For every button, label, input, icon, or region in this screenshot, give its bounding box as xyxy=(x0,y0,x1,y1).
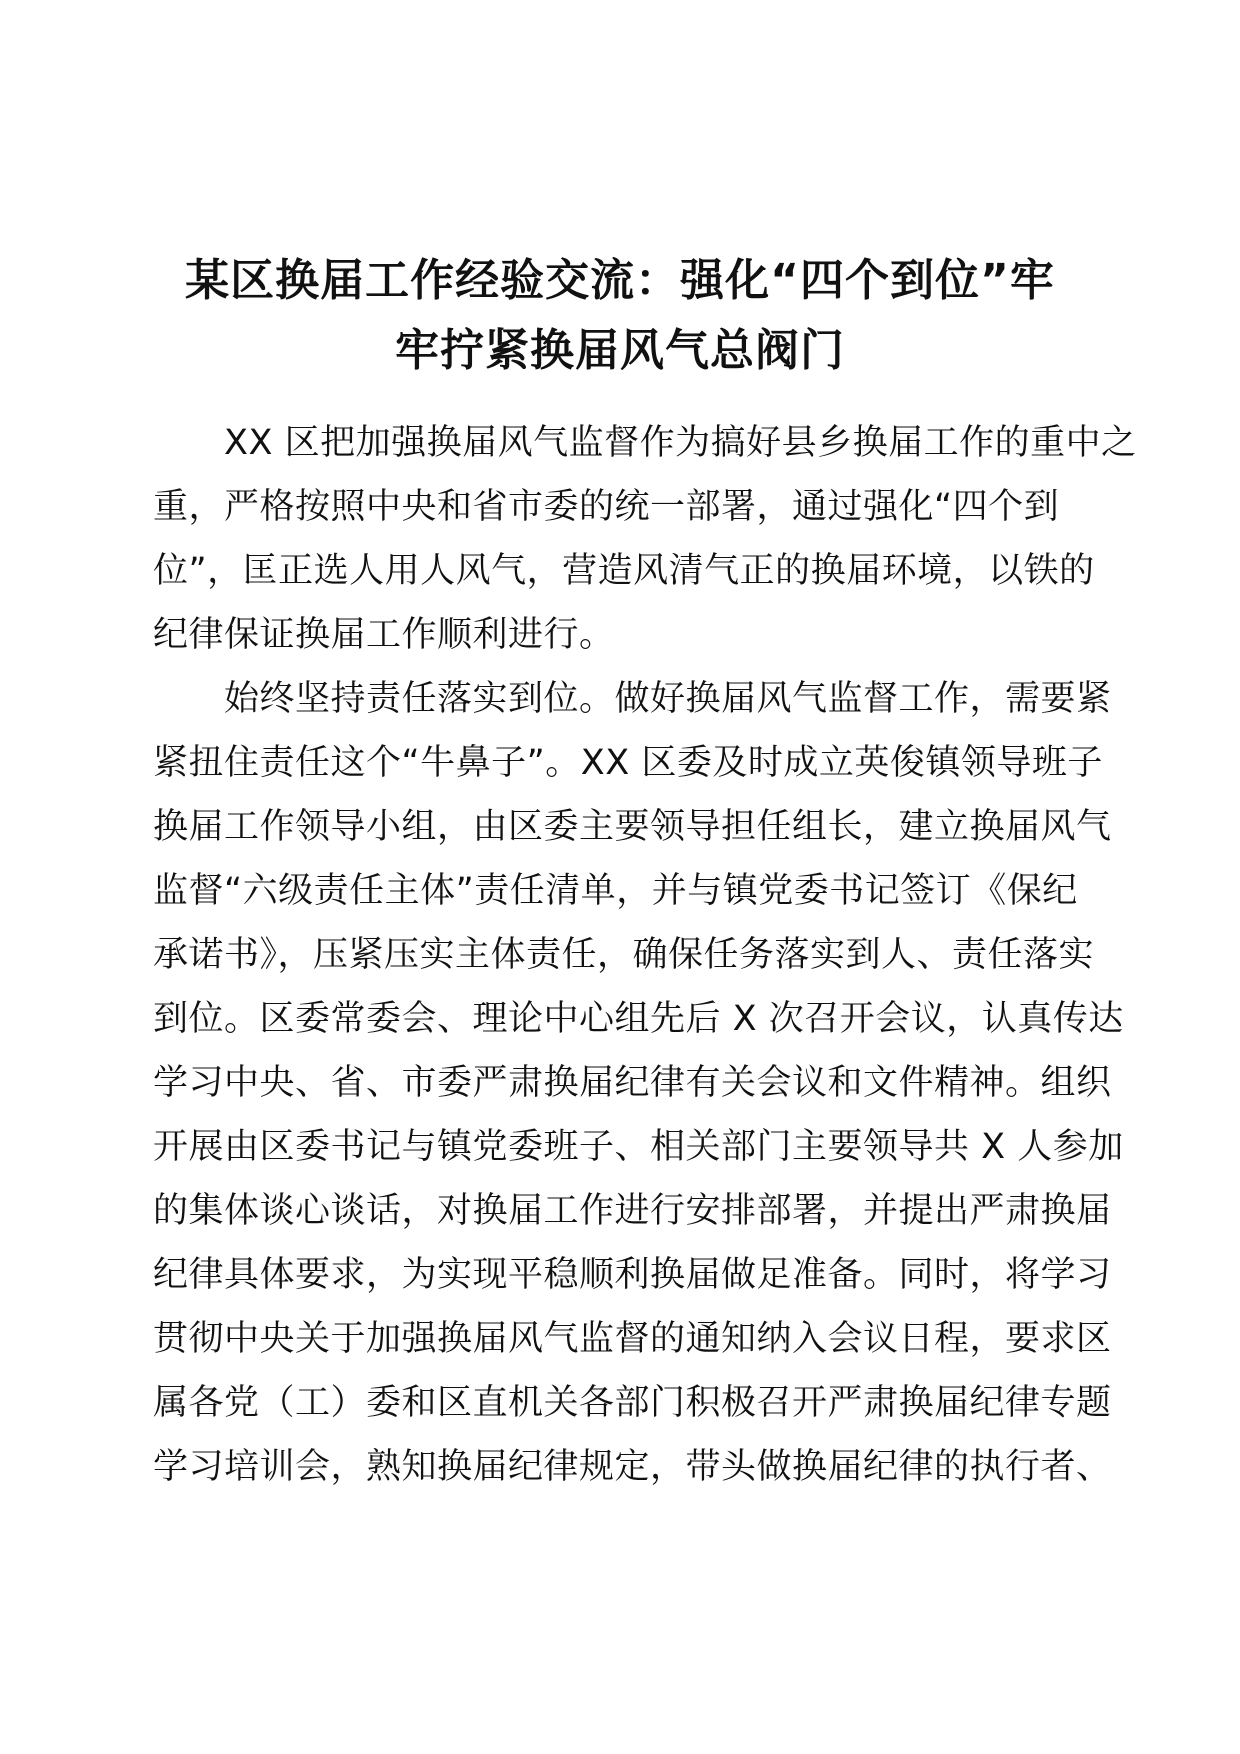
paragraph-2-line-6: 到位。区委常委会、理论中心组先后 X 次召开会议，认真传达 xyxy=(153,999,1124,1039)
document-title xyxy=(150,246,1090,386)
document-body xyxy=(153,411,1137,1499)
paragraph-2-line-8: 开展由区委书记与镇党委班子、相关部门主要领导共 X 人参加 xyxy=(153,1127,1124,1167)
paragraph-2-line-7: 学习中央、省、市委严肃换届纪律有关会议和文件精神。组织 xyxy=(153,1063,1112,1103)
title-line-2: 牢拧紧换届风气总阀门 xyxy=(395,325,845,376)
paragraph-2-line-11: 贯彻中央关于加强换届风气监督的通知纳入会议日程，要求区 xyxy=(153,1319,1112,1359)
title-line-1: 某区换届工作经验交流：强化“四个到位”牢 xyxy=(185,255,1055,306)
paragraph-1-line-3: 位”，匡正选人用人风气，营造风清气正的换届环境，以铁的 xyxy=(153,551,1095,591)
paragraph-1-line-1: XX 区把加强换届风气监督作为搞好县乡换届工作的重中之 xyxy=(153,423,1137,463)
paragraph-2-line-12: 属各党（工）委和区直机关各部门积极召开严肃换届纪律专题 xyxy=(153,1383,1112,1423)
paragraph-2-line-5: 承诺书》，压紧压实主体责任，确保任务落实到人、责任落实 xyxy=(153,935,1095,975)
paragraph-2-line-4: 监督“六级责任主体”责任清单，并与镇党委书记签订《保纪 xyxy=(153,871,1078,911)
paragraph-1-line-4: 纪律保证换届工作顺利进行。 xyxy=(153,615,615,655)
paragraph-2-line-9: 的集体谈心谈话，对换届工作进行安排部署，并提出严肃换届 xyxy=(153,1191,1112,1231)
paragraph-2-line-1: 始终坚持责任落实到位。做好换届风气监督工作，需要紧 xyxy=(153,679,1112,719)
paragraph-2-line-13: 学习培训会，熟知换届纪律规定，带头做换届纪律的执行者、 xyxy=(153,1447,1112,1487)
paragraph-1-line-2: 重，严格按照中央和省市委的统一部署，通过强化“四个到 xyxy=(153,487,1060,527)
paragraph-2-line-2: 紧扭住责任这个“牛鼻子”。XX 区委及时成立英俊镇领导班子 xyxy=(153,743,1103,783)
paragraph-2-line-10: 纪律具体要求，为实现平稳顺利换届做足准备。同时，将学习 xyxy=(153,1255,1112,1295)
paragraph-2-line-3: 换届工作领导小组，由区委主要领导担任组长，建立换届风气 xyxy=(153,807,1112,847)
